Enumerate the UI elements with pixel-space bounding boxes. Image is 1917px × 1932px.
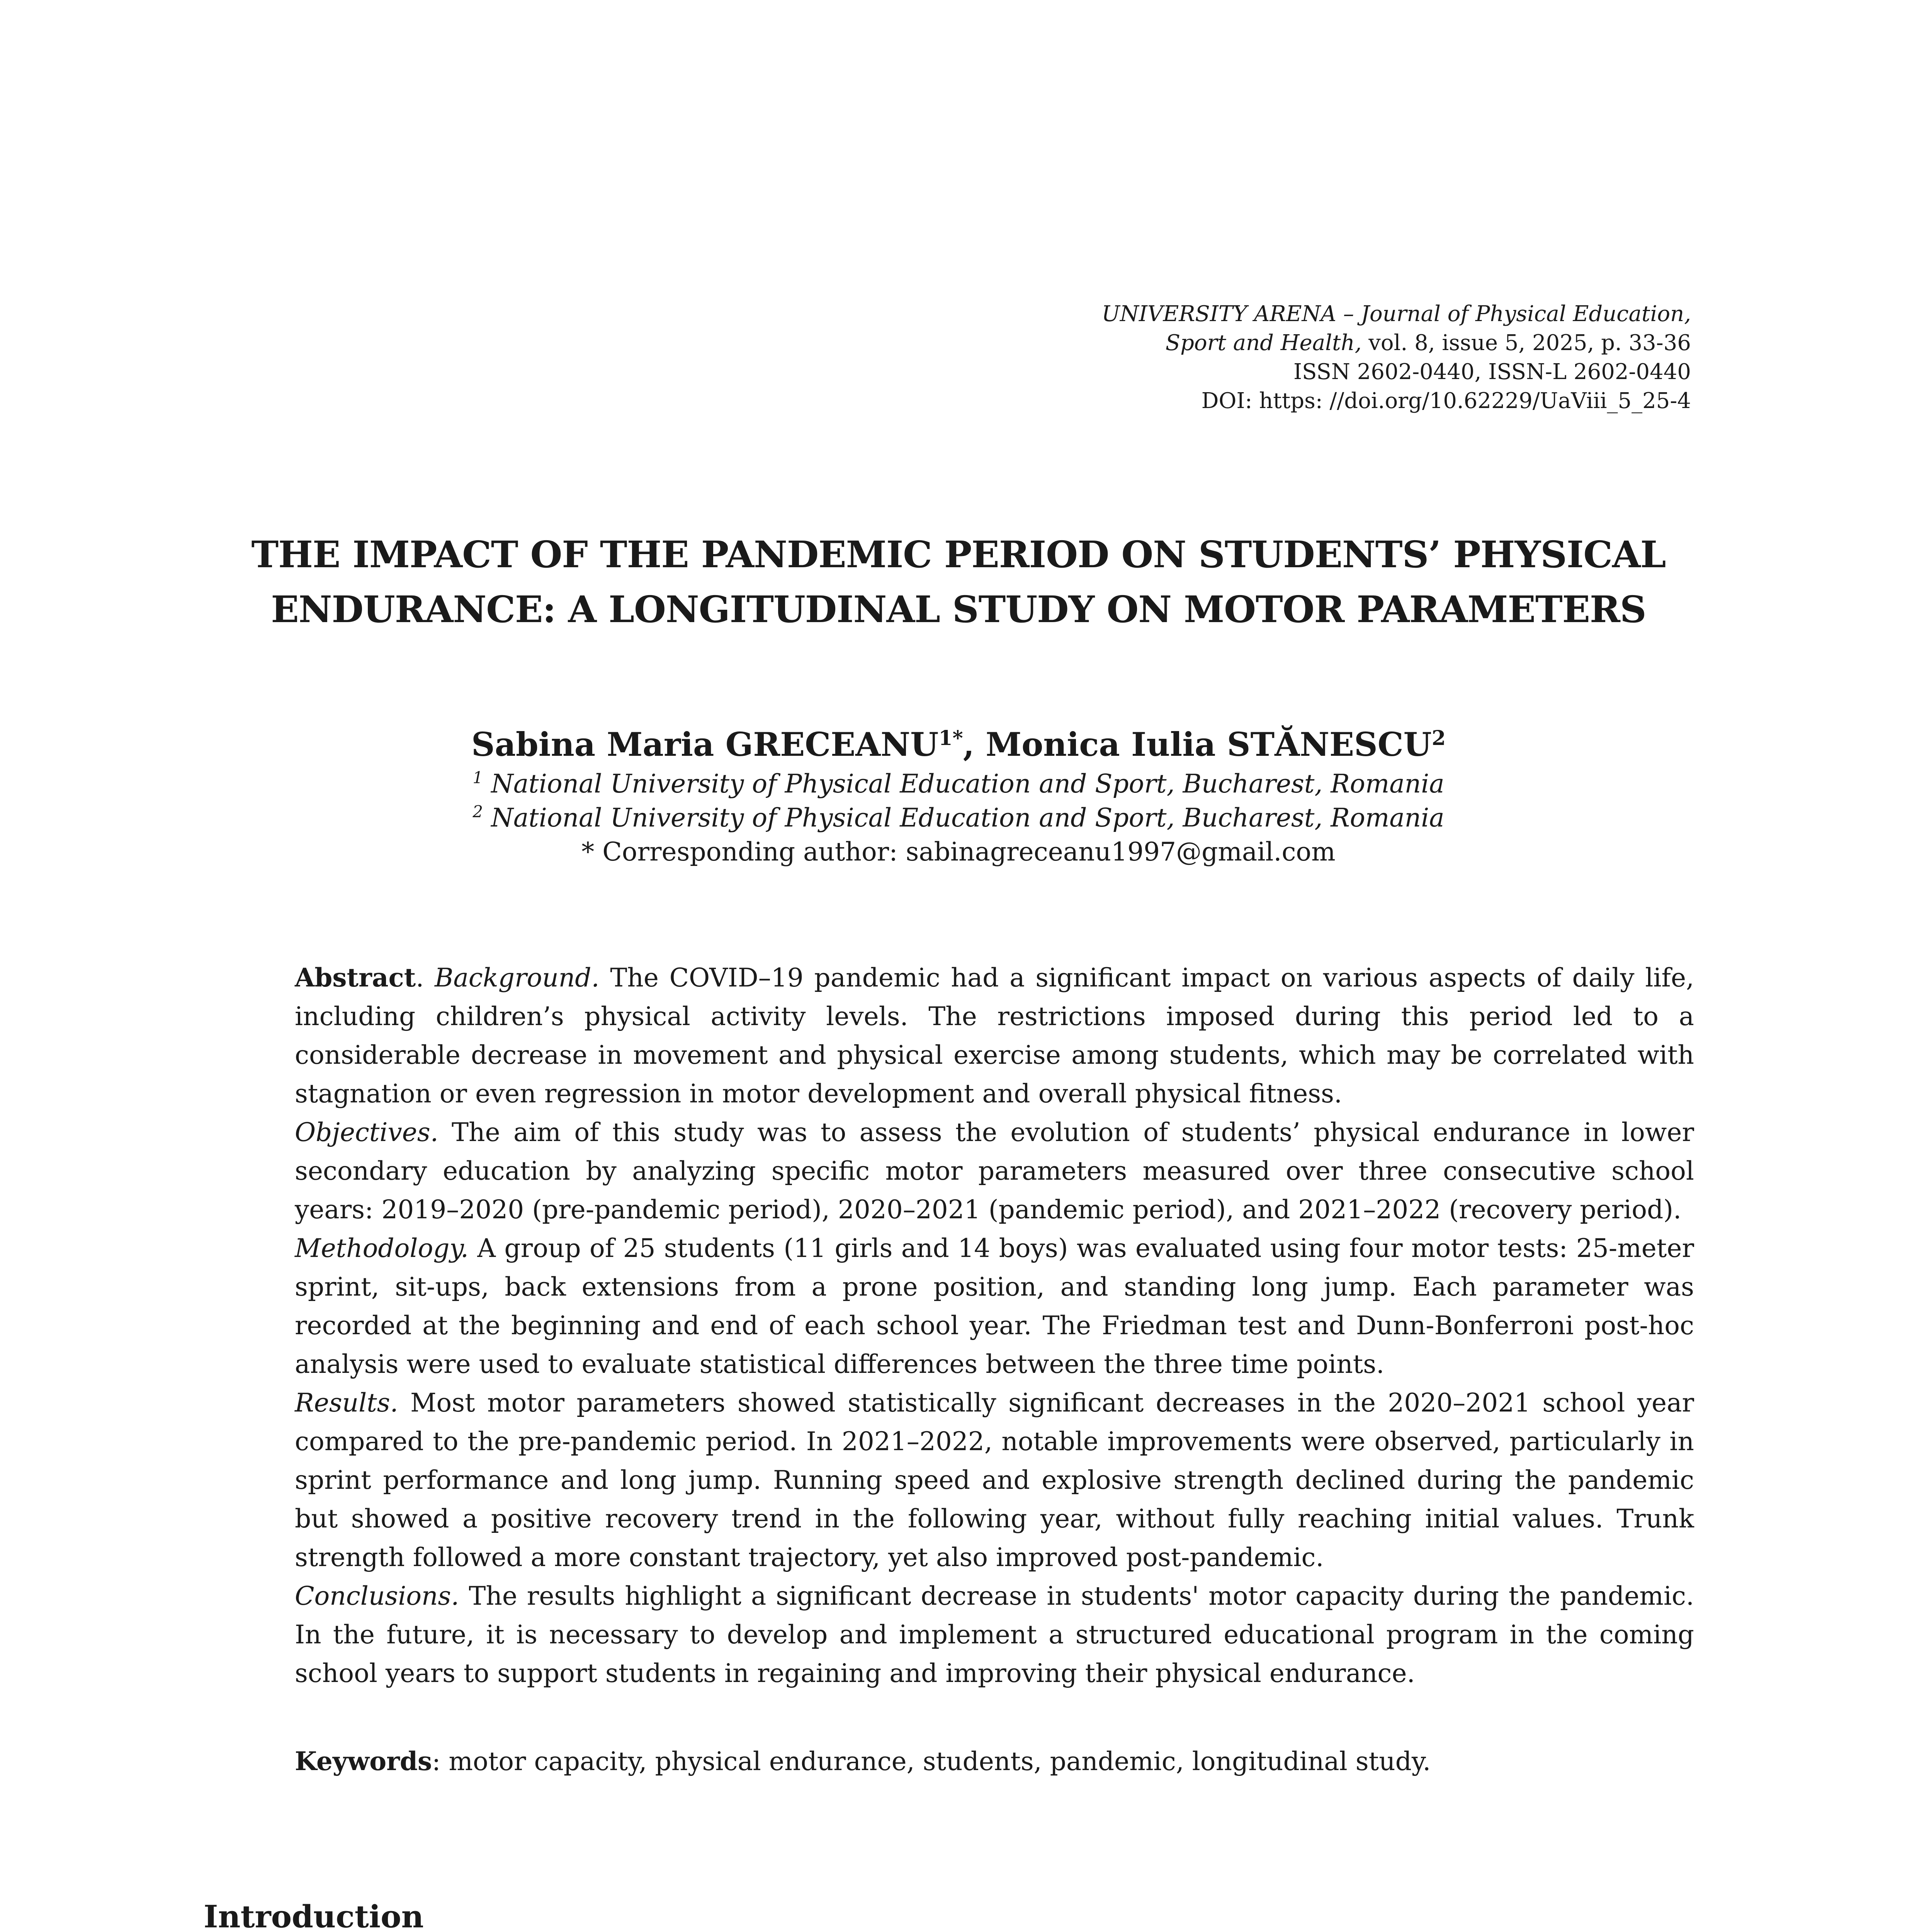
abstract — [295, 958, 1694, 1693]
title-line-2: ENDURANCE: A LONGITUDINAL STUDY ON MOTOR PARAMETERS — [271, 588, 1646, 631]
author-2-mark: 2 — [1431, 726, 1446, 750]
background-text: The COVID–19 pandemic had a significant impact on various aspects of daily life, including children’s physical activity levels. The restrictions imposed during this period led to a considerable decrease in movement and physical exercise among students, which may be correlated with stagnation or even regression in motor development and overall physical fitness. — [295, 963, 1694, 1109]
methodology-text: A group of 25 students (11 girls and 14 boys) was evaluated using four motor tests: 25-meter sprint, sit-ups, back extensions from a prone position, and standing long jump. Each parameter was recorded at the beginning and end of each school year. The Friedman test and Dunn-Bonferroni post-hoc analysis were used to evaluate statistical differences between the three time points. — [295, 1233, 1694, 1379]
journal-issn: ISSN 2602-0440, ISSN-L 2602-0440 — [1293, 359, 1691, 384]
conclusions-label: Conclusions. — [295, 1581, 459, 1611]
affiliation-1 — [0, 767, 1917, 801]
journal-volume: vol. 8, issue 5, 2025, p. 33-36 — [1368, 330, 1691, 355]
affiliation-2-mark: 2 — [472, 802, 483, 821]
corresponding-author: * Corresponding author: sabinagreceanu1997@gmail.com — [581, 837, 1336, 867]
results-label: Results. — [295, 1388, 398, 1418]
author-2-name: Monica Iulia STĂNESCU — [986, 725, 1432, 764]
author-1-name: Sabina Maria GRECEANU — [471, 725, 939, 764]
conclusions-text: The results highlight a significant decrease in students' motor capacity during the pandemic. In the future, it is necessary to develop and implement a structured educational program in the coming school years to support students in regaining and improving their physical endurance. — [295, 1581, 1694, 1688]
affiliation-2-text: National University of Physical Education and Sport, Bucharest, Romania — [491, 803, 1445, 833]
abstract-label: Abstract — [295, 963, 416, 993]
keywords-label: Keywords — [295, 1746, 432, 1776]
journal-header — [918, 299, 1691, 415]
abstract-methodology — [295, 1229, 1694, 1384]
author-separator: , — [963, 725, 986, 764]
abstract-conclusions — [295, 1577, 1694, 1693]
affiliation-2 — [0, 801, 1917, 835]
keywords-text: : motor capacity, physical endurance, students, pandemic, longitudinal study. — [432, 1747, 1431, 1776]
abstract-background: Abstract. Background. The COVID–19 pandemic had a significant impact on various aspects of daily life, including children’s physical activity levels. The restrictions imposed during this period led to a considerable decrease in movement and physical exercise among students, which may be correlated with stagnation or even regression in motor development and overall physical fitness. — [295, 963, 1694, 1109]
authors-line — [0, 723, 1917, 766]
affiliation-1-mark: 1 — [472, 768, 483, 787]
journal-name-line — [918, 299, 1691, 328]
objectives-label: Objectives. — [295, 1117, 438, 1147]
journal-volume-line — [918, 328, 1691, 357]
journal-name-line2: Sport and Health, — [1165, 330, 1362, 355]
objectives-text: The aim of this study was to assess the evolution of students’ physical endurance in lower secondary education by analyzing specific motor parameters measured over three consecutive school years: 2019–2020 (pre-pandemic period), 2020–2021 (pandemic period), and 2021–2022 (recovery period). — [295, 1117, 1694, 1225]
abstract-objectives — [295, 1113, 1694, 1229]
background-label: Background. — [434, 963, 600, 993]
title-line-1: THE IMPACT OF THE PANDEMIC PERIOD ON STUDENTS’ PHYSICAL — [251, 533, 1666, 576]
results-text: Most motor parameters showed statistically significant decreases in the 2020–2021 school year compared to the pre-pandemic period. In 2021–2022, notable improvements were observed, particularly in sprint performance and long jump. Running speed and explosive strength declined during the pandemic but showed a positive recovery trend in the following year, without fully reaching initial values. Trunk strength followed a more constant trajectory, yet also improved post-pandemic. — [295, 1388, 1694, 1572]
affiliation-1-text: National University of Physical Education and Sport, Bucharest, Romania — [491, 769, 1445, 799]
section-heading-introduction: Introduction — [204, 1898, 424, 1932]
journal-name: UNIVERSITY ARENA – Journal of Physical Education, — [1101, 301, 1691, 327]
abstract-results — [295, 1384, 1694, 1577]
paper-title — [0, 527, 1917, 637]
journal-doi[interactable]: DOI: https: //doi.org/10.62229/UaViii_5_25-4 — [1201, 388, 1691, 413]
affiliations — [0, 767, 1917, 869]
methodology-label: Methodology. — [295, 1233, 469, 1263]
author-1-mark: 1* — [938, 726, 963, 750]
keywords — [295, 1742, 1694, 1781]
